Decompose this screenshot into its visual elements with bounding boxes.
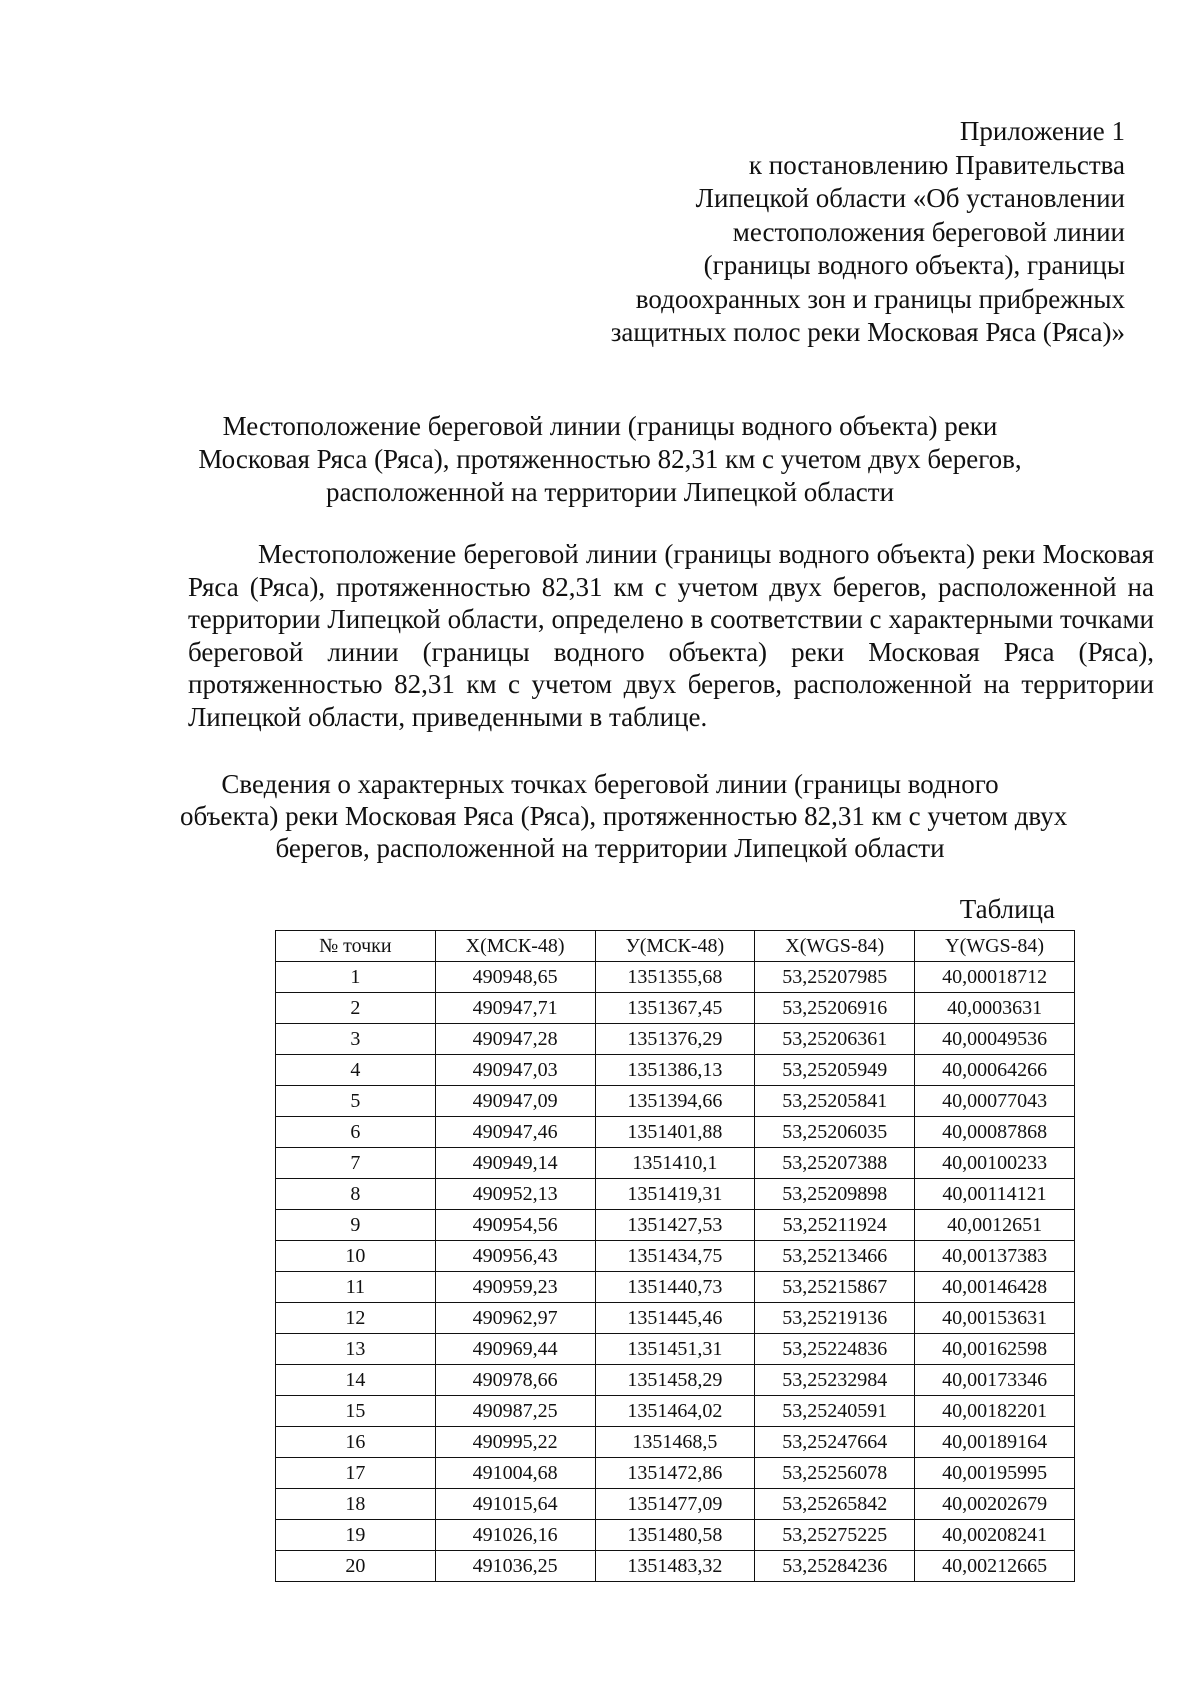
table-cell: 53,25207985: [755, 962, 915, 993]
table-cell: 13: [276, 1334, 436, 1365]
table-row: [276, 1334, 1075, 1365]
table-cell: 490947,28: [435, 1024, 595, 1055]
title-line: Московая Ряса (Ряса), протяженностью 82,31 км с учетом двух берегов,: [198, 444, 1022, 474]
table-row: [276, 1520, 1075, 1551]
table-cell: 40,00077043: [915, 1086, 1075, 1117]
table-cell: 40,00173346: [915, 1365, 1075, 1396]
table-cell: 40,00137383: [915, 1241, 1075, 1272]
table-row: [276, 1427, 1075, 1458]
table-row: [276, 1458, 1075, 1489]
table-cell: 490962,97: [435, 1303, 595, 1334]
table-cell: 490954,56: [435, 1210, 595, 1241]
table-cell: 53,25247664: [755, 1427, 915, 1458]
table-cell: 40,00087868: [915, 1117, 1075, 1148]
table-row: [276, 962, 1075, 993]
body-paragraph: Местоположение береговой линии (границы водного объекта) реки Московая Ряса (Ряса), протяженностью 82,31 км с учетом двух берегов, расположенной на территории Липецкой области, определено в соответствии с характерными точками береговой линии (границы водного объекта) реки Московая Ряса (Ряса), протяженностью 82,31 км с учетом двух берегов, расположенной на территории Липецкой области, приведенными в таблице.: [188, 539, 1154, 732]
table-cell: 53,25207388: [755, 1148, 915, 1179]
table-body: [276, 962, 1075, 1582]
appendix-header: [505, 115, 1125, 350]
column-header-y-msk48: У(МСК-48): [595, 931, 755, 962]
appendix-line: водоохранных зон и границы прибрежных: [635, 283, 1125, 314]
table-cell: 1351419,31: [595, 1179, 755, 1210]
table-cell: 53,25205949: [755, 1055, 915, 1086]
table-row: [276, 1551, 1075, 1582]
table-cell: 40,00208241: [915, 1520, 1075, 1551]
column-header-x-msk48: Х(МСК-48): [435, 931, 595, 962]
table-label: Таблица: [959, 894, 1055, 924]
table-cell: 9: [276, 1210, 436, 1241]
table-cell: 53,25219136: [755, 1303, 915, 1334]
table-row: [276, 1055, 1075, 1086]
table-cell: 8: [276, 1179, 436, 1210]
table-cell: 1351434,75: [595, 1241, 755, 1272]
table-cell: 40,0012651: [915, 1210, 1075, 1241]
table-cell: 490995,22: [435, 1427, 595, 1458]
table-cell: 53,25206035: [755, 1117, 915, 1148]
table-cell: 490947,46: [435, 1117, 595, 1148]
table-cell: 1351483,32: [595, 1551, 755, 1582]
table-cell: 14: [276, 1365, 436, 1396]
appendix-line: Приложение 1: [959, 116, 1125, 146]
table-cell: 53,25256078: [755, 1458, 915, 1489]
table-cell: 3: [276, 1024, 436, 1055]
table-cell: 40,00202679: [915, 1489, 1075, 1520]
table-row: [276, 1241, 1075, 1272]
caption-line: берегов, расположенной на территории Липецкой области: [275, 833, 945, 863]
table-cell: 490952,13: [435, 1179, 595, 1210]
table-cell: 18: [276, 1489, 436, 1520]
table-header-row: [276, 931, 1075, 962]
table-cell: 53,25205841: [755, 1086, 915, 1117]
table-cell: 1351427,53: [595, 1210, 755, 1241]
table-cell: 15: [276, 1396, 436, 1427]
table-cell: 490978,66: [435, 1365, 595, 1396]
table-row: [276, 1365, 1075, 1396]
table-cell: 491004,68: [435, 1458, 595, 1489]
table-cell: 53,25284236: [755, 1551, 915, 1582]
table-cell: 40,00182201: [915, 1396, 1075, 1427]
table-cell: 1351468,5: [595, 1427, 755, 1458]
table-cell: 40,00049536: [915, 1024, 1075, 1055]
table-cell: 53,25240591: [755, 1396, 915, 1427]
title-line: Местоположение береговой линии (границы водного объекта) реки: [222, 411, 998, 441]
table-cell: 491015,64: [435, 1489, 595, 1520]
table-cell: 490987,25: [435, 1396, 595, 1427]
table-cell: 40,00189164: [915, 1427, 1075, 1458]
table-cell: 40,00162598: [915, 1334, 1075, 1365]
table-cell: 491026,16: [435, 1520, 595, 1551]
table-row: [276, 1396, 1075, 1427]
title-line: расположенной на территории Липецкой области: [325, 477, 895, 507]
table-cell: 2: [276, 993, 436, 1024]
table-cell: 491036,25: [435, 1551, 595, 1582]
table-cell: 40,00064266: [915, 1055, 1075, 1086]
table-cell: 1351376,29: [595, 1024, 755, 1055]
table-cell: 1351451,31: [595, 1334, 755, 1365]
table-cell: 1351458,29: [595, 1365, 755, 1396]
table-cell: 1351401,88: [595, 1117, 755, 1148]
appendix-line: (границы водного объекта), границы: [703, 250, 1125, 280]
table-cell: 20: [276, 1551, 436, 1582]
table-cell: 17: [276, 1458, 436, 1489]
table-row: [276, 1086, 1075, 1117]
table-cell: 7: [276, 1148, 436, 1179]
table-cell: 12: [276, 1303, 436, 1334]
table-cell: 4: [276, 1055, 436, 1086]
table-cell: 490959,23: [435, 1272, 595, 1303]
table-row: [276, 1210, 1075, 1241]
table-cell: 1351472,86: [595, 1458, 755, 1489]
table-row: [276, 1179, 1075, 1210]
table-cell: 1351477,09: [595, 1489, 755, 1520]
table-cell: 1351480,58: [595, 1520, 755, 1551]
table-cell: 40,00018712: [915, 962, 1075, 993]
table-cell: 53,25275225: [755, 1520, 915, 1551]
appendix-line: защитных полос реки Московая Ряса (Ряса)»: [610, 317, 1125, 347]
caption-line: Сведения о характерных точках береговой линии (границы водного: [221, 769, 999, 799]
document-title: [180, 410, 1040, 509]
table-cell: 53,25265842: [755, 1489, 915, 1520]
table-cell: 40,00212665: [915, 1551, 1075, 1582]
table-cell: 1351386,13: [595, 1055, 755, 1086]
table-row: [276, 1148, 1075, 1179]
table-cell: 53,25211924: [755, 1210, 915, 1241]
table-cell: 10: [276, 1241, 436, 1272]
table-row: [276, 1489, 1075, 1520]
table-cell: 1351440,73: [595, 1272, 755, 1303]
table-cell: 53,25232984: [755, 1365, 915, 1396]
table-cell: 1351355,68: [595, 962, 755, 993]
table-cell: 490948,65: [435, 962, 595, 993]
table-cell: 40,00114121: [915, 1179, 1075, 1210]
table-cell: 40,00153631: [915, 1303, 1075, 1334]
table-row: [276, 1117, 1075, 1148]
table-cell: 1351445,46: [595, 1303, 755, 1334]
table-row: [276, 993, 1075, 1024]
table-cell: 40,00100233: [915, 1148, 1075, 1179]
appendix-line: к постановлению Правительства: [748, 149, 1125, 180]
table-cell: 40,00195995: [915, 1458, 1075, 1489]
table-cell: 1351394,66: [595, 1086, 755, 1117]
table-cell: 490949,14: [435, 1148, 595, 1179]
table-cell: 490956,43: [435, 1241, 595, 1272]
table-cell: 490947,09: [435, 1086, 595, 1117]
table-cell: 6: [276, 1117, 436, 1148]
table-cell: 40,0003631: [915, 993, 1075, 1024]
table-row: [276, 1272, 1075, 1303]
coordinates-table: [275, 930, 1075, 1582]
table-cell: 53,25224836: [755, 1334, 915, 1365]
table-cell: 53,25206916: [755, 993, 915, 1024]
caption-line: объекта) реки Московая Ряса (Ряса), протяженностью 82,31 км с учетом двух: [180, 801, 1068, 831]
table-cell: 1: [276, 962, 436, 993]
table-caption: [180, 768, 1068, 864]
column-header-y-wgs84: Y(WGS-84): [915, 931, 1075, 962]
table-cell: 490969,44: [435, 1334, 595, 1365]
table-cell: 490947,03: [435, 1055, 595, 1086]
column-header-x-wgs84: Х(WGS-84): [755, 931, 915, 962]
table-cell: 40,00146428: [915, 1272, 1075, 1303]
table-cell: 1351367,45: [595, 993, 755, 1024]
table-cell: 490947,71: [435, 993, 595, 1024]
table-row: [276, 1303, 1075, 1334]
table-cell: 53,25209898: [755, 1179, 915, 1210]
appendix-line: местоположения береговой линии: [732, 216, 1125, 247]
table-cell: 5: [276, 1086, 436, 1117]
column-header-point-number: № точки: [276, 931, 436, 962]
table-cell: 53,25215867: [755, 1272, 915, 1303]
table-cell: 1351410,1: [595, 1148, 755, 1179]
table-row: [276, 1024, 1075, 1055]
table-cell: 53,25213466: [755, 1241, 915, 1272]
table-cell: 11: [276, 1272, 436, 1303]
table-cell: 16: [276, 1427, 436, 1458]
table-cell: 1351464,02: [595, 1396, 755, 1427]
table-cell: 53,25206361: [755, 1024, 915, 1055]
table-cell: 19: [276, 1520, 436, 1551]
appendix-line: Липецкой области «Об установлении: [695, 183, 1125, 213]
